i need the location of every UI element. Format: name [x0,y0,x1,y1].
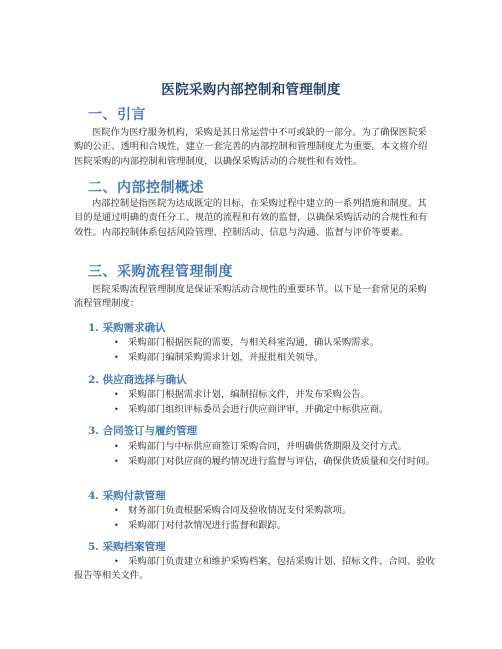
subsection-heading-archive-management: 5. 采购档案管理 [88,541,166,553]
subsection-heading-supplier-selection: 2. 供应商选择与确认 [88,374,187,386]
section-paragraph-procurement-process: 医院采购流程管理制度是保证采购活动合规性的重要环节。以下是一套常见的采购流程管理制度： [74,284,427,310]
section-paragraph-introduction: 医院作为医疗服务机构，采购是其日常运营中不可或缺的一部分。为了确保医院采购的公正、透明和合规性，建立一套完善的内部控制和管理制度尤为重要。本文将介绍医院采购的内部控制和管理制度，以确保采购活动的合规性和有效性。 [74,127,428,167]
section-heading-procurement-process: 三、采购流程管理制度 [88,264,233,280]
bullet-item: • 采购部门编制采购需求计划，并报批相关领导。 [114,352,324,363]
section-paragraph-internal-control: 内部控制是指医院为达成既定的目标，在采购过程中建立的一系列措施和制度。其目的是通过明确的责任分工、规范的流程和有效的监督，以确保采购活动的合规性和有效性。内部控制体系包括风险管理、控制活动、信息与沟通、监督与评价等要素。 [74,198,428,238]
subsection-heading-demand-confirmation: 1. 采购需求确认 [88,322,166,334]
bullet-item: • 采购部门组织评标委员会进行供应商评审，并确定中标供应商。 [114,404,389,415]
section-heading-introduction: 一、引言 [88,107,146,123]
bullet-item: • 采购部门与中标供应商签订采购合同，并明确供货期限及交付方式。 [114,441,407,452]
bullet-item: • 采购部门对供应商的履约情况进行监督与评估，确保供货质量和交付时间。 [114,456,435,467]
bullet-item: • 采购部门对付款情况进行监督和跟踪。 [114,520,287,531]
subsection-heading-payment-management: 4. 采购付款管理 [88,490,166,502]
document-title: 医院采购内部控制和管理制度 [161,82,341,98]
bullet-item: • 采购部门根据医院的需要，与相关科室沟通，确认采购需求。 [114,337,380,348]
section-heading-internal-control: 二、内部控制概述 [88,180,204,196]
bullet-item: • 采购部门根据需求计划，编制招标文件，并发布采购公告。 [114,389,370,400]
bullet-item: • 财务部门负责根据采购合同及验收情况支付采购款项。 [114,505,352,516]
subsection-heading-contract-management: 3. 合同签订与履约管理 [88,425,198,437]
bullet-item: • 采购部门负责建立和维护采购档案，包括采购计划、招标文件、合同、验收报告等相关文件。 [74,556,435,582]
